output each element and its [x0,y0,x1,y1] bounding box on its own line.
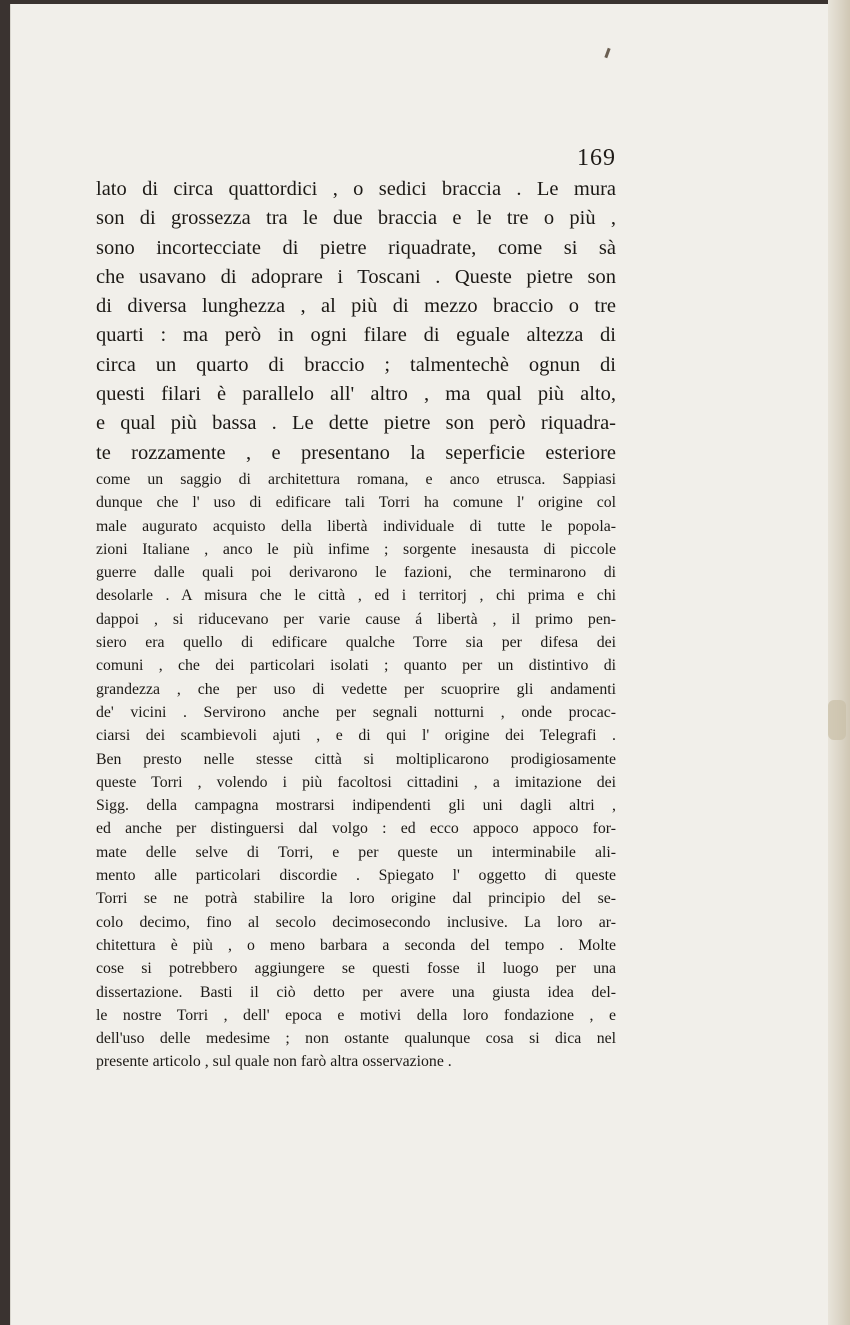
page-number: 169 [577,145,616,171]
text-line: comuni , che dei particolari isolati ; quanto per un distintivo di [96,657,616,675]
text-line: Torri se ne potrà stabilire la loro origine dal principio del se- [96,890,616,908]
text-line: Sigg. della campagna mostrarsi indipendenti gli uni dagli altri , [96,797,616,815]
text-line: queste Torri , volendo i più facoltosi cittadini , a imitazione dei [96,773,616,791]
text-line: che usavano di adoprare i Toscani . Queste pietre son [96,265,616,288]
text-line: come un saggio di architettura romana, e anco etrusca. Sappiasi [96,471,616,488]
text-line: colo decimo, fino al secolo decimosecondo inclusive. La loro ar- [96,913,616,931]
text-line: mento alle particolari discordie . Spiegato l' oggetto di queste [96,867,616,885]
text-line: sono incortecciate di pietre riquadrate, come si sà [96,236,616,259]
text-line: le nostre Torri , dell' epoca e motivi della loro fondazione , e [96,1006,616,1024]
text-line: guerre dalle quali poi derivarono le fazioni, che terminarono di [96,564,616,582]
text-line: ed anche per distinguersi dal volgo : ed ecco appoco appoco for- [96,820,616,838]
text-line: questi filari è parallelo all' altro , ma qual più alto, [96,383,616,406]
text-line: chitettura è più , o meno barbara a seconda del tempo . Molte [96,936,616,954]
text-line: zioni Italiane , anco le più infime ; sorgente inesausta di piccole [96,540,616,558]
page-edge [828,0,850,1325]
main-paragraph [96,175,616,468]
text-line: dunque che l' uso di edificare tali Torri ha comune l' origine col [96,494,616,512]
text-line: siero era quello di edificare qualche Torre sia per difesa dei [96,634,616,652]
text-line: lato di circa quattordici , o sedici braccia . Le mura [96,178,616,200]
text-line: quarti : ma però in ogni filare di eguale altezza di [96,324,616,347]
text-line: dissertazione. Basti il ciò detto per avere una giusta idea del- [96,983,616,1001]
text-line: son di grossezza tra le due braccia e le tre o più , [96,207,616,230]
text-line: e qual più bassa . Le dette pietre son però riquadra- [96,412,616,435]
text-line: di diversa lunghezza , al più di mezzo braccio o tre [96,295,616,318]
footnote-paragraph [96,468,616,1074]
text-line: male augurato acquisto della libertà individuale di tutte le popola- [96,517,616,535]
text-line: desolarle . A misura che le città , ed i territorj , chi prima e chi [96,587,616,605]
text-line: te rozzamente , e presentano la seperficie esteriore [96,441,616,464]
text-line: cose si potrebbero aggiungere se questi fosse il luogo per una [96,960,616,978]
text-line: dappoi , si riducevano per varie cause á libertà , il primo pen- [96,610,616,628]
text-line: mate delle selve di Torri, e per queste un interminabile ali- [96,843,616,861]
paper-stain [828,700,846,740]
text-line: grandezza , che per uso di vedette per scuoprire gli andamenti [96,680,616,698]
text-line: presente articolo , sul quale non farò altra osservazione . [96,1053,452,1071]
text-line: circa un quarto di braccio ; talmentechè ognun di [96,353,616,376]
text-line: ciarsi dei scambievoli ajuti , e di qui l' origine dei Telegrafi . [96,727,616,745]
text-line: Ben presto nelle stesse città si moltiplicarono prodigiosamente [96,750,616,768]
text-line: dell'uso delle medesime ; non ostante qualunque cosa si dica nel [96,1030,616,1048]
text-line: de' vicini . Servirono anche per segnali notturni , onde procac- [96,703,616,721]
